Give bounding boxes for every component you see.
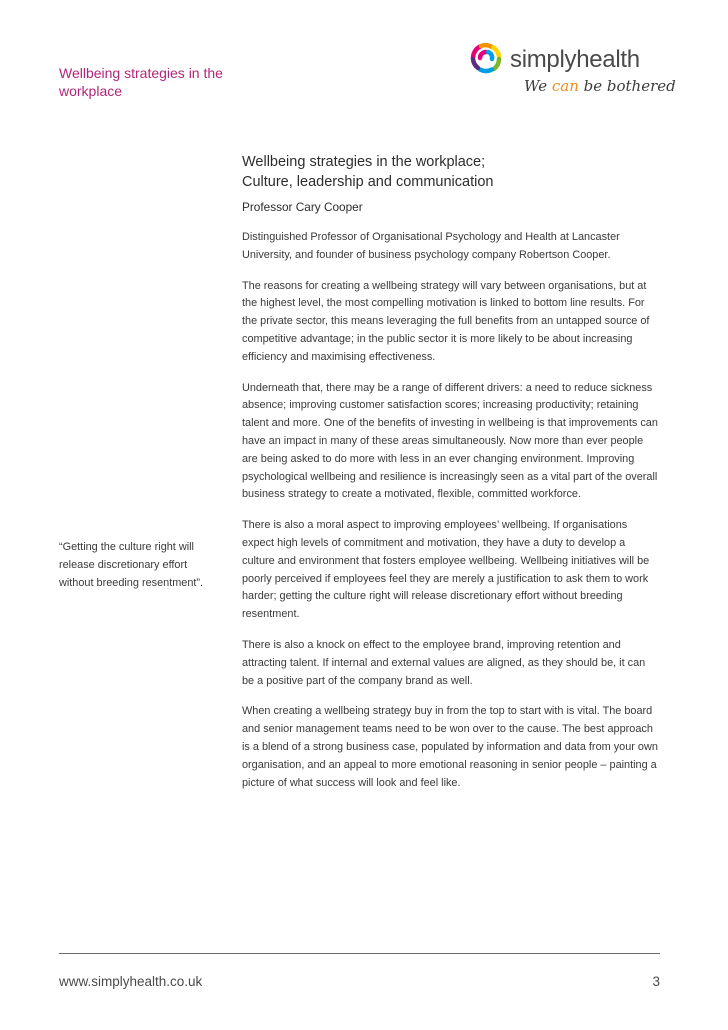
paragraph: The reasons for creating a wellbeing strategy will vary between organisations, but at the highest level, the most compelling motivation is linked to bottom line results. For the private sector, this means leveraging the full benefits from an untapped source of competitive advantage; in the public sector it is more likely to be about increasing efficiency and maximising effectiveness.: [242, 279, 650, 363]
article-body: [242, 152, 660, 792]
paragraph: There is also a moral aspect to improving employees’ wellbeing. If organisations expect high levels of commitment and motivation, they have a duty to develop a culture and environment that fosters employee wellbeing. Wellbeing initiatives will be poorly perceived if employees feel they are merely a justification to ask them to work harder; getting the culture right will release discretionary effort without breeding resentment.: [242, 519, 650, 621]
article-title-line1: Wellbeing strategies in the workplace;: [242, 154, 486, 170]
tagline-accent: can: [551, 77, 579, 95]
section-title: Wellbeing strategies in the workplace: [59, 65, 223, 99]
article-author: Professor Cary Cooper: [242, 200, 363, 214]
paragraph: There is also a knock on effect to the employee brand, improving retention and attracting talent. If internal and external values are aligned, as they should be, it can be a positive part of the company brand as well.: [242, 638, 646, 687]
logo-tagline: [524, 77, 676, 95]
article-title: [242, 152, 660, 192]
article-title-line2: Culture, leadership and communication: [242, 174, 494, 190]
logo-wordmark: simplyhealth: [510, 46, 640, 73]
paragraph-author-bio: Distinguished Professor of Organisational Psychology and Health at Lancaster University, and founder of business psychology company Robertson Cooper.: [242, 231, 620, 261]
paragraph: When creating a wellbeing strategy buy in from the top to start with is vital. The board and senior management teams need to be won over to the cause. The best approach is a blend of a strong business case, populated by information and data from your own organisation, and an appeal to more emotional reasoning in senior people – painting a picture of what success will look and feel like.: [242, 705, 658, 789]
page-number: 3: [652, 974, 660, 989]
pull-quote: “Getting the culture right will release discretionary effort without breeding resentment”.: [59, 541, 204, 589]
simplyhealth-logo: [466, 38, 678, 102]
tagline-post: be bothered: [578, 77, 676, 95]
paragraph: Underneath that, there may be a range of different drivers: a need to reduce sickness absence; improving customer satisfaction scores; increasing productivity; retaining talent and more. One of the benefits of investing in wellbeing is that improvements can have an impact in many of these areas simultaneously. Now more than ever people are being asked to do more with less in an ever changing environment. Improving psychological wellbeing and resilience is increasingly seen as a vital part of the overall business strategy to create a motivated, flexible, committed workforce.: [242, 381, 658, 501]
footer-url[interactable]: www.simplyhealth.co.uk: [59, 974, 203, 989]
logo-swirl-icon: [466, 38, 506, 78]
tagline-pre: We: [524, 77, 552, 95]
footer-divider: [59, 953, 660, 954]
